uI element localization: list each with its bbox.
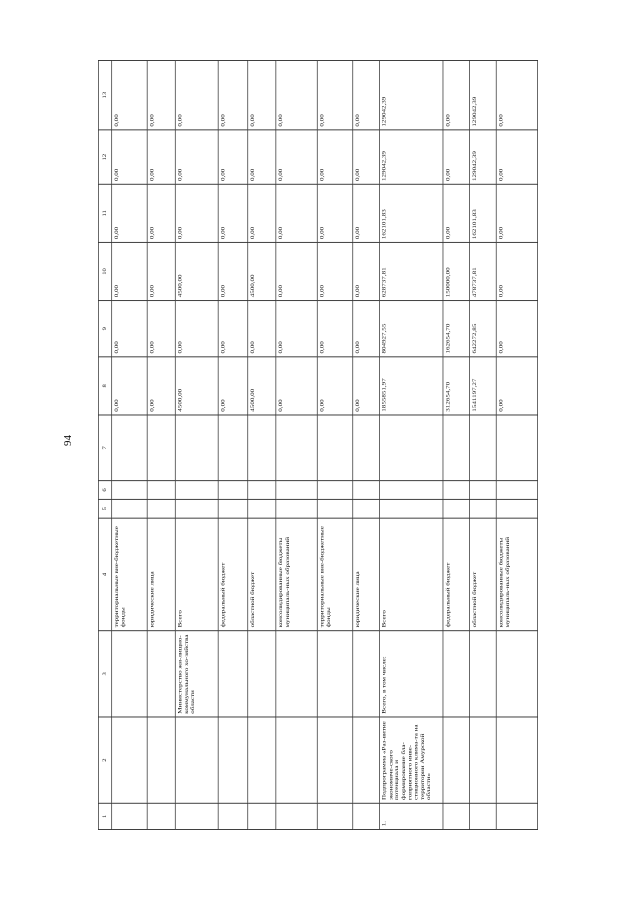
table-cell-c2 (470, 717, 497, 803)
table-cell-c13: 0,00 (218, 60, 248, 129)
table-cell-c5 (175, 499, 218, 518)
table-cell-c5 (112, 499, 147, 518)
table-cell-c1 (248, 803, 276, 829)
table-cell-c12: 0,00 (218, 130, 248, 184)
table-cell-c8: 0,00 (496, 357, 537, 415)
table-cell-c9: 0,00 (112, 301, 147, 357)
table-cell-c3 (317, 631, 352, 717)
table-cell-c4: консолидированные бюджеты муниципаль-ных образований (276, 518, 317, 631)
table-cell-c7 (470, 415, 497, 481)
table-cell-c12: 129042,39 (379, 130, 443, 184)
table-row (470, 60, 497, 829)
table-cell-c4: областной бюджет (470, 518, 497, 631)
table-cell-c12: 0,00 (175, 130, 218, 184)
table-cell-c7 (496, 415, 537, 481)
col-header: 5 (98, 499, 111, 518)
table-cell-c8: 312654,70 (443, 357, 470, 415)
table-row (147, 60, 175, 829)
table-cell-c8: 0,00 (218, 357, 248, 415)
table-cell-c12: 0,00 (317, 130, 352, 184)
table-cell-c12: 0,00 (248, 130, 276, 184)
table-cell-c8: 0,00 (353, 357, 380, 415)
table-cell-c13: 0,00 (175, 60, 218, 129)
table-cell-c11: 0,00 (276, 184, 317, 242)
table-row (248, 60, 276, 829)
table-row (317, 60, 352, 829)
table-cell-c9: 804927,55 (379, 301, 443, 357)
table-cell-c1 (353, 803, 380, 829)
table-cell-c10: 150000,00 (443, 242, 470, 300)
table-cell-c1 (147, 803, 175, 829)
table-cell-c7 (353, 415, 380, 481)
table-cell-c13: 129042,39 (379, 60, 443, 129)
table-cell-c11: 0,00 (218, 184, 248, 242)
table-cell-c5 (353, 499, 380, 518)
table-cell-c11: 0,00 (443, 184, 470, 242)
table-cell-c10: 478737,81 (470, 242, 497, 300)
table-cell-c8: 1541197,27 (470, 357, 497, 415)
table-cell-c2 (248, 717, 276, 803)
table-cell-c9: 162654,70 (443, 301, 470, 357)
table-cell-c1 (470, 803, 497, 829)
table-row (218, 60, 248, 829)
col-header: 10 (98, 242, 111, 300)
table-cell-c3 (443, 631, 470, 717)
table-cell-c12: 129042,39 (470, 130, 497, 184)
table-cell-c4: федеральный бюджет (443, 518, 470, 631)
table-cell-c9: 0,00 (175, 301, 218, 357)
table-cell-c6 (147, 481, 175, 500)
col-header: 3 (98, 631, 111, 717)
table-cell-c12: 0,00 (147, 130, 175, 184)
table-cell-c13: 129042,39 (470, 60, 497, 129)
table-cell-c7 (276, 415, 317, 481)
table-cell-c6 (379, 481, 443, 500)
table-cell-c4: территориальные вне-бюджетные фонды (112, 518, 147, 631)
table-cell-c7 (317, 415, 352, 481)
table-cell-c11: 162101,83 (470, 184, 497, 242)
table-cell-c7 (443, 415, 470, 481)
col-header: 11 (98, 184, 111, 242)
table-cell-c8: 4500,00 (175, 357, 218, 415)
table-cell-c7 (248, 415, 276, 481)
table-cell-c13: 0,00 (496, 60, 537, 129)
table-body (98, 60, 537, 829)
table-cell-c9: 0,00 (276, 301, 317, 357)
table-cell-c10: 0,00 (112, 242, 147, 300)
table-cell-c2 (175, 717, 218, 803)
table-cell-c4: консолидированные бюджеты муниципаль-ных образований (496, 518, 537, 631)
table-cell-c1: 1. (379, 803, 443, 829)
table-cell-c2 (112, 717, 147, 803)
table-cell-c7 (175, 415, 218, 481)
table-cell-c11: 0,00 (496, 184, 537, 242)
table-cell-c4: территориальные вне-бюджетные фонды (317, 518, 352, 631)
table-cell-c8: 4500,00 (248, 357, 276, 415)
table-cell-c6 (175, 481, 218, 500)
table-cell-c8: 0,00 (276, 357, 317, 415)
table-cell-c11: 0,00 (248, 184, 276, 242)
table-cell-c12: 0,00 (276, 130, 317, 184)
table-cell-c3 (470, 631, 497, 717)
table-cell-c3: Всего, в том числе: (379, 631, 443, 717)
table-cell-c1 (112, 803, 147, 829)
table-cell-c4: федеральный бюджет (218, 518, 248, 631)
table-cell-c10: 628737,81 (379, 242, 443, 300)
table-cell-c6 (496, 481, 537, 500)
table-cell-c8: 1855851,97 (379, 357, 443, 415)
table-cell-c13: 0,00 (353, 60, 380, 129)
table-cell-c10: 4500,00 (248, 242, 276, 300)
col-header: 13 (98, 60, 111, 129)
table-cell-c6 (470, 481, 497, 500)
table-cell-c5 (218, 499, 248, 518)
table-cell-c2 (147, 717, 175, 803)
table-cell-c12: 0,00 (443, 130, 470, 184)
table-cell-c5 (470, 499, 497, 518)
table-cell-c1 (276, 803, 317, 829)
budget-table (98, 60, 538, 830)
table-cell-c13: 0,00 (317, 60, 352, 129)
table-cell-c6 (218, 481, 248, 500)
table-cell-c10: 0,00 (276, 242, 317, 300)
table-cell-c2 (496, 717, 537, 803)
table-cell-c10: 0,00 (147, 242, 175, 300)
table-cell-c1 (496, 803, 537, 829)
table-cell-c13: 0,00 (112, 60, 147, 129)
table-cell-c3 (496, 631, 537, 717)
table-cell-c6 (248, 481, 276, 500)
table-cell-c12: 0,00 (112, 130, 147, 184)
table-cell-c7 (379, 415, 443, 481)
table-cell-c10: 0,00 (317, 242, 352, 300)
table-cell-c5 (443, 499, 470, 518)
col-header: 12 (98, 130, 111, 184)
table-row (276, 60, 317, 829)
table-row (443, 60, 470, 829)
table-cell-c4: Всего (175, 518, 218, 631)
table-cell-c2 (443, 717, 470, 803)
table-cell-c2 (276, 717, 317, 803)
table-row (112, 60, 147, 829)
table-cell-c9: 0,00 (248, 301, 276, 357)
table-cell-c1 (175, 803, 218, 829)
table-row (496, 60, 537, 829)
table-cell-c6 (317, 481, 352, 500)
table-cell-c2 (353, 717, 380, 803)
table-cell-c7 (112, 415, 147, 481)
table-row (353, 60, 380, 829)
table-cell-c10: 0,00 (496, 242, 537, 300)
table-cell-c3 (248, 631, 276, 717)
table-cell-c8: 0,00 (112, 357, 147, 415)
table-cell-c11: 162101,83 (379, 184, 443, 242)
table-cell-c12: 0,00 (496, 130, 537, 184)
rotated-table-wrapper (98, 60, 538, 830)
table-cell-c11: 0,00 (317, 184, 352, 242)
table-cell-c11: 0,00 (353, 184, 380, 242)
table-cell-c7 (218, 415, 248, 481)
table-cell-c9: 0,00 (353, 301, 380, 357)
table-cell-c2 (218, 717, 248, 803)
col-header: 7 (98, 415, 111, 481)
table-cell-c5 (248, 499, 276, 518)
page-number: 94 (62, 435, 74, 446)
col-header: 9 (98, 301, 111, 357)
table-cell-c1 (317, 803, 352, 829)
table-cell-c2 (317, 717, 352, 803)
table-cell-c3 (218, 631, 248, 717)
table-cell-c7 (147, 415, 175, 481)
col-header: 6 (98, 481, 111, 500)
table-cell-c6 (443, 481, 470, 500)
table-cell-c12: 0,00 (353, 130, 380, 184)
col-header: 2 (98, 717, 111, 803)
table-cell-c4: юридические лица (353, 518, 380, 631)
table-cell-c3: Министерство жи-лищно-коммунального хо-зяйства области (175, 631, 218, 717)
table-cell-c9: 642272,85 (470, 301, 497, 357)
table-cell-c13: 0,00 (276, 60, 317, 129)
table-cell-c1 (218, 803, 248, 829)
table-cell-c8: 0,00 (317, 357, 352, 415)
table-cell-c4: Всего (379, 518, 443, 631)
table-cell-c3 (276, 631, 317, 717)
col-header: 4 (98, 518, 111, 631)
table-cell-c6 (353, 481, 380, 500)
table-cell-c1 (443, 803, 470, 829)
table-cell-c4: областной бюджет (248, 518, 276, 631)
table-cell-c9: 0,00 (147, 301, 175, 357)
column-number-row (98, 60, 111, 829)
table-cell-c3 (112, 631, 147, 717)
table-cell-c10: 0,00 (353, 242, 380, 300)
table-cell-c4: юридические лица (147, 518, 175, 631)
table-cell-c11: 0,00 (175, 184, 218, 242)
table-cell-c11: 0,00 (147, 184, 175, 242)
table-cell-c10: 4500,00 (175, 242, 218, 300)
col-header: 8 (98, 357, 111, 415)
table-row (175, 60, 218, 829)
table-cell-c6 (112, 481, 147, 500)
table-cell-c13: 0,00 (443, 60, 470, 129)
table-cell-c10: 0,00 (218, 242, 248, 300)
table-cell-c5 (379, 499, 443, 518)
table-cell-c13: 0,00 (248, 60, 276, 129)
table-cell-c5 (147, 499, 175, 518)
table-cell-c6 (276, 481, 317, 500)
table-cell-c3 (353, 631, 380, 717)
table-cell-c2: Подпрограмма «Раз-витие экономиче-ского потенциала и формирование бла-гоприятного инве-стиционного клима-та на территории Амурской области» (379, 717, 443, 803)
table-row (379, 60, 443, 829)
col-header: 1 (98, 803, 111, 829)
table-cell-c9: 0,00 (496, 301, 537, 357)
table-cell-c5 (276, 499, 317, 518)
table-cell-c11: 0,00 (112, 184, 147, 242)
table-cell-c3 (147, 631, 175, 717)
table-cell-c5 (317, 499, 352, 518)
table-cell-c9: 0,00 (218, 301, 248, 357)
table-cell-c9: 0,00 (317, 301, 352, 357)
table-cell-c5 (496, 499, 537, 518)
table-cell-c8: 0,00 (147, 357, 175, 415)
table-sheet (92, 0, 640, 905)
table-cell-c13: 0,00 (147, 60, 175, 129)
